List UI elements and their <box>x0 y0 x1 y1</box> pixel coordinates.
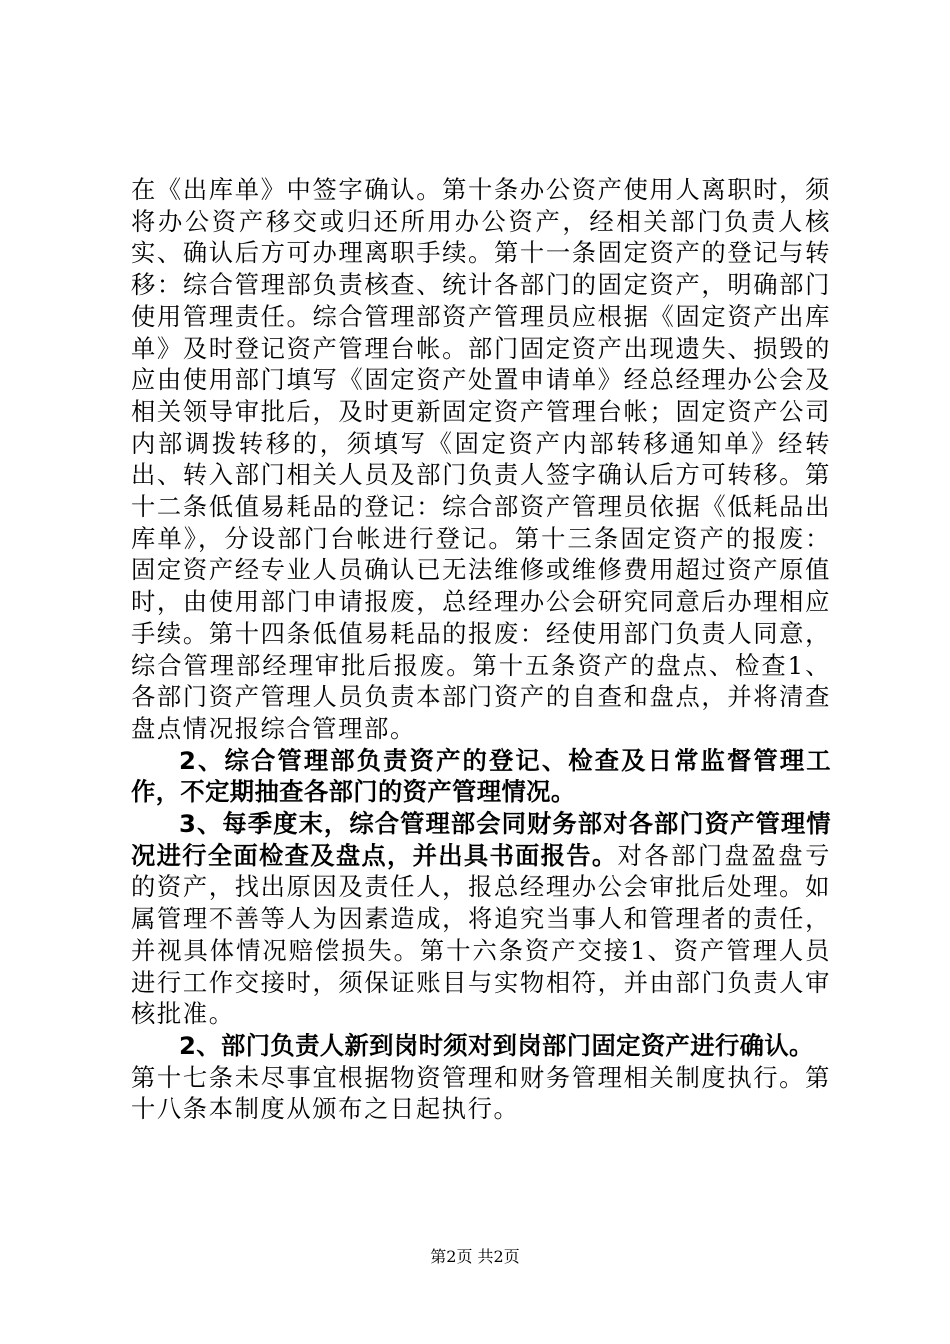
page-number-footer: 第2页 共2页 <box>430 1247 520 1266</box>
paragraph-asset-handover: 在《出库单》中签字确认。第十条办公资产使用人离职时，须将办公资产移交或归还所用办公资产，经相关部门负责人核实、确认后方可办理离职手续。第十一条固定资产的登记与转移：综合管理部负责核查、统计各部门的固定资产，明确部门使用管理责任。综合管理部资产管理员应根据《固定资产出库单》及时登记资产管理台帐。部门固定资产出现遗失、损毁的应由使用部门填写《固定资产处置申请单》经总经理办公会及相关领导审批后，及时更新固定资产管理台帐；固定资产公司内部调拨转移的，须填写《固定资产内部转移通知单》经转出、转入部门相关人员及部门负责人签字确认后方可转移。第十二条低值易耗品的登记：综合部资产管理员依据《低耗品出库单》，分设部门台帐进行登记。第十三条固定资产的报废：固定资产经专业人员确认已无法维修或维修费用超过资产原值时，由使用部门申请报废，总经理办公会研究同意后办理相应手续。第十四条低值易耗品的报废：经使用部门负责人同意，综合管理部经理审批后报废。第十五条资产的盘点、检查1、各部门资产管理人员负责本部门资产的自查和盘点，并将清查盘点情况报综合管理部。 <box>131 175 831 743</box>
paragraph-new-manager: 2、部门负责人新到岗时须对到岗部门固定资产进行确认。 <box>179 1030 814 1060</box>
paragraph-quarterly-check-heading: 3、每季度末，综合管理部会同财务部对各部门资产管理情况进行全面检查及盘点，并出具书面报告。 <box>131 809 831 870</box>
paragraph-closing-articles: 第十七条未尽事宜根据物资管理和财务管理相关制度执行。第十八条本制度从颁布之日起执行。 <box>131 1062 831 1124</box>
paragraph-quarterly-check-body: 对各部门盘盈盘亏的资产，找出原因及责任人，报总经理办公会审批后处理。如属管理不善等人为因素造成，将追究当事人和管理者的责任，并视具体情况赔偿损失。第十六条资产交接1、资产管理人员进行工作交接时，须保证账目与实物相符，并由部门负责人审核批准。 <box>131 840 831 1029</box>
paragraph-quarterly-check <box>131 808 831 1030</box>
paragraph-management-duty: 2、综合管理部负责资产的登记、检查及日常监督管理工作，不定期抽查各部门的资产管理情况。 <box>131 745 831 807</box>
document-body <box>131 174 831 1125</box>
